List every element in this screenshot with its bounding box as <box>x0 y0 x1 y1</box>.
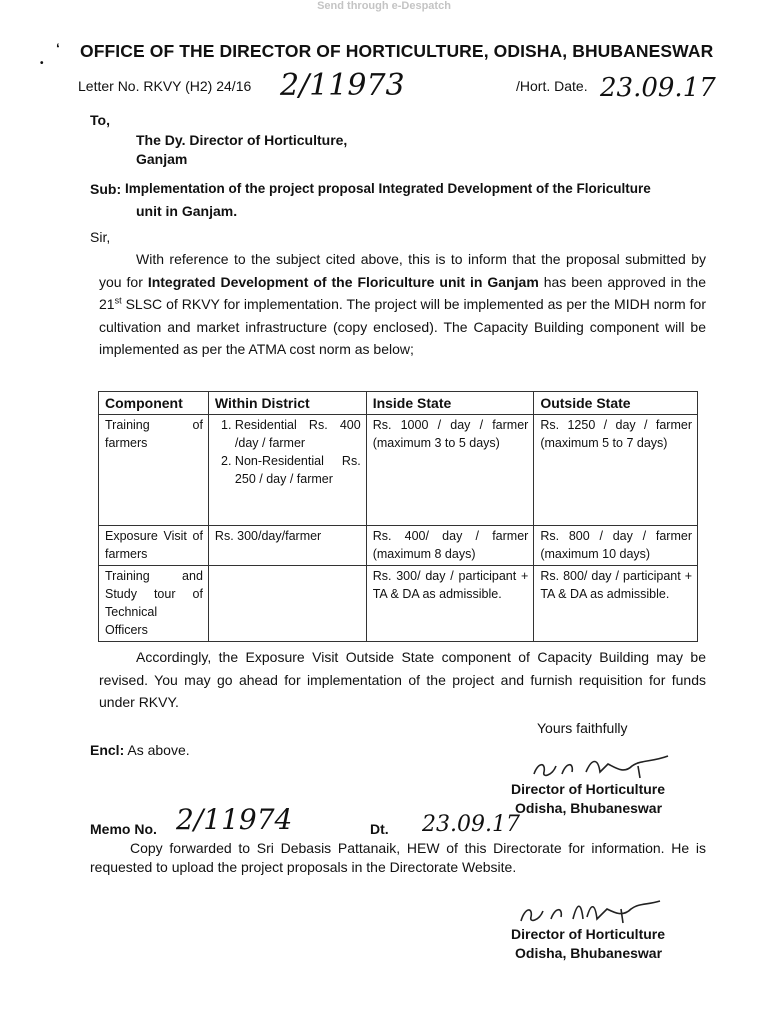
letter-no-handwritten: 2/11973 <box>280 68 405 103</box>
date-label: /Hort. Date. <box>516 78 588 94</box>
row1-outside-state: Rs. 1250 / day / farmer (maximum 5 to 7 days) <box>534 415 698 526</box>
scan-dot: • <box>40 58 44 69</box>
signatory-title-1: Director of Horticulture <box>511 781 666 797</box>
date-handwritten: 23.09.17 <box>600 73 716 103</box>
within-residential: 1. Residential Rs. 400 /day / farmer <box>235 416 361 452</box>
table-row <box>99 526 698 566</box>
memo-label: Memo No. <box>90 821 157 837</box>
signatory-title-2: Director of Horticulture <box>511 926 666 942</box>
signature-2 <box>515 895 665 929</box>
table-row <box>99 415 698 526</box>
to-label: To, <box>90 112 110 128</box>
row1-inside-state: Rs. 1000 / day / farmer (maximum 3 to 5 days) <box>366 415 534 526</box>
subject-line1: Implementation of the project proposal Integrated Development of the Floriculture <box>125 181 651 196</box>
office-title: OFFICE OF THE DIRECTOR OF HORTICULTURE, ODISHA, BHUBANESWAR <box>80 41 714 61</box>
recipient-line2: Ganjam <box>136 151 188 167</box>
yours-faithfully: Yours faithfully <box>537 720 628 736</box>
memo-no-handwritten: 2/11974 <box>176 803 293 836</box>
header-outside-state: Outside State <box>534 392 698 415</box>
subject-line2: unit in Ganjam. <box>136 203 238 219</box>
header-within-district: Within District <box>208 392 366 415</box>
signature-1 <box>528 752 688 782</box>
header-component: Component <box>99 392 209 415</box>
p1-text-b: has been approved in the 21 <box>99 273 706 312</box>
row2-outside-state: Rs. 800 / day / farmer (maximum 10 days) <box>534 526 698 566</box>
memo-paragraph: Copy forwarded to Sri Debasis Pattanaik, HEW of this Directorate for information. He is requested to upload the project proposals in the Directorate Website. <box>90 840 706 875</box>
header-inside-state: Inside State <box>366 392 534 415</box>
row3-inside-state: Rs. 300/ day / participant + TA & DA as admissible. <box>366 566 534 642</box>
table-header-row <box>99 392 698 415</box>
row2-within-district: Rs. 300/day/farmer <box>208 526 366 566</box>
row3-outside-state: Rs. 800/ day / participant + TA & DA as admissible. <box>534 566 698 642</box>
row1-component: Training of farmers <box>99 415 209 526</box>
row2-component: Exposure Visit of farmers <box>99 526 209 566</box>
row3-within-district <box>208 566 366 642</box>
subject-label: Sub: <box>90 181 122 197</box>
encl-value: As above. <box>127 742 190 758</box>
signatory-place-1: Odisha, Bhubaneswar <box>515 800 663 816</box>
row3-component: Training and Study tour of Technical Officers <box>99 566 209 642</box>
salutation: Sir, <box>90 229 111 245</box>
encl-label: Encl: <box>90 742 125 758</box>
letter-no-label: Letter No. RKVY (H2) 24/16 <box>78 78 252 94</box>
memo-date-handwritten: 23.09.17 <box>422 812 520 837</box>
row1-within-district <box>208 415 366 526</box>
body-paragraph-1 <box>99 248 706 361</box>
p1-text-a: With reference to the subject cited above, this is to inform that the proposal submitted by you for <box>99 251 706 290</box>
table-row <box>99 566 698 642</box>
p1-project-name: Integrated Development of the Floriculture unit in Ganjam <box>147 273 539 290</box>
row2-inside-state: Rs. 400/ day / farmer (maximum 8 days) <box>366 526 534 566</box>
p1-superscript: st <box>114 295 122 306</box>
signatory-place-2: Odisha, Bhubaneswar <box>515 945 663 961</box>
scan-mark: ‘ <box>56 40 60 56</box>
e-despatch-watermark: Send through e-Despatch <box>317 0 451 12</box>
recipient-line1: The Dy. Director of Horticulture, <box>136 132 348 148</box>
enclosure <box>90 742 190 758</box>
p1-text-c: SLSC of RKVY for implementation. The project will be implemented as per the MIDH norm for cultivation and market infrastructure (copy enclosed). The Capacity Building component will be implemented as per the ATMA cost norm as below; <box>99 296 706 357</box>
body-paragraph-2: Accordingly, the Exposure Visit Outside State component of Capacity Building may be revised. You may go ahead for implementation of the project and furnish requisition for funds under RKVY. <box>99 649 706 710</box>
within-non-residential: 2. Non-Residential Rs. 250 / day / farmer <box>235 452 361 488</box>
cost-norm-table <box>98 391 698 642</box>
memo-date-label: Dt. <box>370 821 389 837</box>
